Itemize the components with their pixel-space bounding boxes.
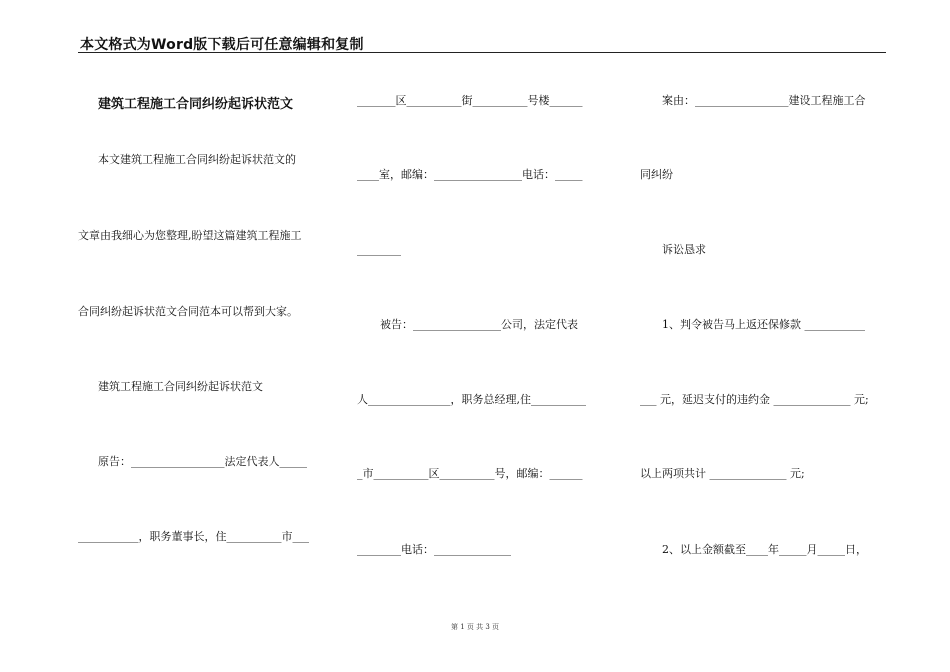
header-divider <box>78 52 886 53</box>
col2-line-5: 人_______________，职务总经理,住__________ <box>357 393 586 406</box>
col3-line-7: 2、以上金额截至____年_____月_____日， <box>662 543 867 556</box>
document-header-title: 本文格式为Word版下载后可任意编辑和复制 <box>80 37 364 53</box>
col1-line-1: 本文建筑工程施工合同纠纷起诉状范文的 <box>98 153 296 166</box>
col1-line-6: ___________，职务董事长，住__________市___ <box>78 530 309 543</box>
col1-line-2: 文章由我细心为您整理,盼望这篇建筑工程施工 <box>78 229 302 242</box>
col3-line-1: 案由：_________________建设工程施工合 <box>662 94 866 107</box>
col2-line-6: _市__________区__________号，邮编：______ <box>357 467 583 480</box>
col2-line-1: _______区__________街__________号楼______ <box>357 94 583 107</box>
col2-line-4: 被告：________________公司，法定代表 <box>380 318 578 331</box>
page-number: 第 1 页 共 3 页 <box>450 623 500 631</box>
col1-line-4: 建筑工程施工合同纠纷起诉状范文 <box>98 380 263 393</box>
col3-line-4: 1、判令被告马上返还保修款 ___________ <box>662 318 865 331</box>
col3-line-3: 诉讼恳求 <box>662 243 706 256</box>
col2-line-3: ________ <box>357 243 401 256</box>
col1-line-3: 合同纠纷起诉状范文合同范本可以帮到大家。 <box>78 305 298 318</box>
col3-line-2: 同纠纷 <box>640 168 673 181</box>
document-title: 建筑工程施工合同纠纷起诉状范文 <box>98 97 294 112</box>
col3-line-5: ___ 元，延迟支付的违约金 ______________ 元; <box>640 393 869 406</box>
col3-line-6: 以上两项共计 ______________ 元; <box>640 467 805 480</box>
col2-line-7: ________电话：______________ <box>357 543 511 556</box>
col2-line-2: ____室，邮编：________________电话：_____ <box>357 168 583 181</box>
col1-line-5: 原告：_________________法定代表人_____ <box>98 455 307 468</box>
